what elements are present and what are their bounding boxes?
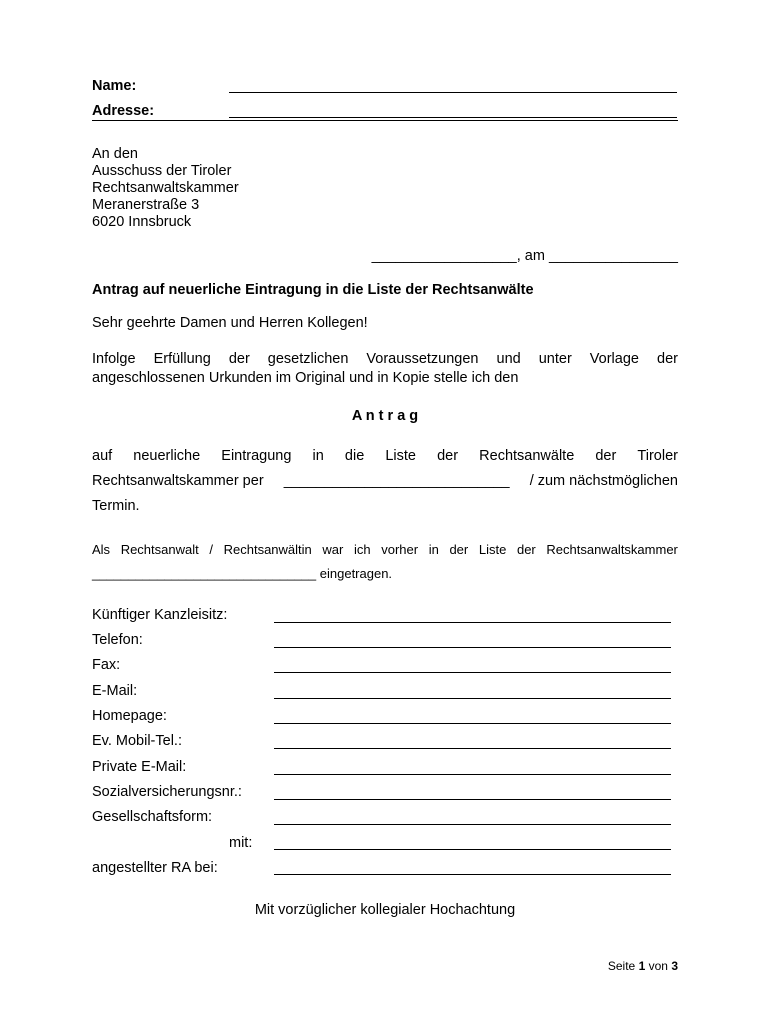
field-label-telefon: Telefon:	[92, 632, 143, 648]
name-label: Name:	[92, 78, 137, 94]
field-input-mobil[interactable]	[274, 748, 671, 749]
word: der	[449, 542, 469, 557]
field-input-fax[interactable]	[274, 672, 671, 673]
field-input-homepage[interactable]	[274, 723, 671, 724]
place-date-line	[372, 248, 678, 264]
word: Rechtsanwaltskammer	[546, 542, 678, 557]
field-label-mobil: Ev. Mobil-Tel.:	[92, 733, 182, 749]
registration-date-field[interactable]: ____________________________	[283, 473, 510, 489]
field-label-angestellter: angestellter RA bei:	[92, 860, 218, 876]
word: die	[344, 448, 365, 464]
field-input-email[interactable]	[274, 698, 671, 699]
word: Voraussetzungen	[366, 351, 479, 367]
field-label-private-email: Private E-Mail:	[92, 759, 187, 775]
date-field[interactable]: ________________	[548, 248, 678, 264]
word: der	[657, 351, 678, 367]
word: Erfüllung	[153, 351, 211, 367]
page-von-label: von	[648, 959, 668, 973]
word: Rechtsanwalt	[120, 542, 199, 557]
word: in	[312, 448, 324, 464]
word: Vorlage	[589, 351, 639, 367]
word: auf	[92, 448, 113, 464]
word: der	[437, 448, 459, 464]
field-label-homepage: Homepage:	[92, 708, 167, 724]
word: war	[322, 542, 344, 557]
word: Liste	[478, 542, 507, 557]
field-label-gesellschaftsform: Gesellschaftsform:	[92, 809, 213, 825]
page-seite-label: Seite	[607, 959, 636, 973]
date-separator: , am	[516, 248, 545, 264]
word: der	[228, 351, 250, 367]
word: Tiroler	[637, 448, 678, 464]
antrag-line-2-end: / zum nächstmöglichen	[529, 473, 678, 489]
word: Liste	[385, 448, 416, 464]
previous-line-1	[92, 542, 678, 557]
field-label-sozialversicherung: Sozialversicherungsnr.:	[92, 784, 242, 800]
subject-line: Antrag auf neuerliche Eintragung in die Liste der Rechtsanwälte	[92, 282, 534, 298]
intro-line-1	[92, 351, 678, 367]
antrag-line-1	[92, 448, 678, 464]
page-current: 1	[638, 959, 646, 973]
field-input-private-email[interactable]	[274, 774, 671, 775]
antrag-line-3: Termin.	[92, 498, 140, 514]
field-input-gesellschaftsform[interactable]	[274, 824, 671, 825]
word: unter	[538, 351, 572, 367]
name-field[interactable]	[229, 92, 677, 93]
field-input-kanzleisitz[interactable]	[274, 622, 671, 623]
field-input-mit[interactable]	[274, 849, 671, 850]
word: Rechtsanwältin	[223, 542, 312, 557]
word: Eintragung	[221, 448, 292, 464]
recipient-line: An den	[92, 146, 138, 162]
intro-line-2: angeschlossenen Urkunden im Original und in Kopie stelle ich den	[92, 370, 519, 386]
salutation: Sehr geehrte Damen und Herren Kollegen!	[92, 315, 368, 331]
word: Rechtsanwälte	[479, 448, 575, 464]
recipient-line: 6020 Innsbruck	[92, 214, 192, 230]
field-input-sozialversicherung[interactable]	[274, 799, 671, 800]
antrag-heading: A n t r a g	[351, 408, 419, 424]
field-label-kanzleisitz: Künftiger Kanzleisitz:	[92, 607, 228, 623]
word: ich	[353, 542, 371, 557]
word: /	[209, 542, 213, 557]
recipient-line: Rechtsanwaltskammer	[92, 180, 239, 196]
recipient-line: Ausschuss der Tiroler	[92, 163, 232, 179]
antrag-line-2	[92, 473, 678, 489]
previous-chamber-field[interactable]: _______________________________	[92, 566, 317, 581]
previous-line-2-end: eingetragen.	[319, 566, 393, 581]
word: vorher	[381, 542, 419, 557]
recipient-line: Meranerstraße 3	[92, 197, 200, 213]
field-input-angestellter[interactable]	[274, 874, 671, 875]
closing: Mit vorzüglicher kollegialer Hochachtung	[254, 902, 516, 918]
place-field[interactable]: __________________	[371, 248, 517, 264]
word: und	[496, 351, 521, 367]
header-divider	[92, 120, 678, 121]
word: der	[595, 448, 617, 464]
page-number	[608, 959, 678, 973]
field-label-email: E-Mail:	[92, 683, 138, 699]
address-label: Adresse:	[92, 103, 155, 119]
field-input-telefon[interactable]	[274, 647, 671, 648]
previous-line-2	[92, 566, 392, 581]
field-label-mit: mit:	[229, 835, 253, 851]
address-field[interactable]	[229, 117, 677, 118]
page-total: 3	[671, 959, 678, 973]
recipient-address	[92, 146, 239, 231]
word: neuerliche	[133, 448, 201, 464]
antrag-line-2-start: Rechtsanwaltskammer per	[92, 473, 264, 489]
word: gesetzlichen	[267, 351, 349, 367]
word: der	[516, 542, 536, 557]
word: Infolge	[92, 351, 136, 367]
word: in	[428, 542, 439, 557]
word: Als	[92, 542, 111, 557]
field-label-fax: Fax:	[92, 657, 121, 673]
